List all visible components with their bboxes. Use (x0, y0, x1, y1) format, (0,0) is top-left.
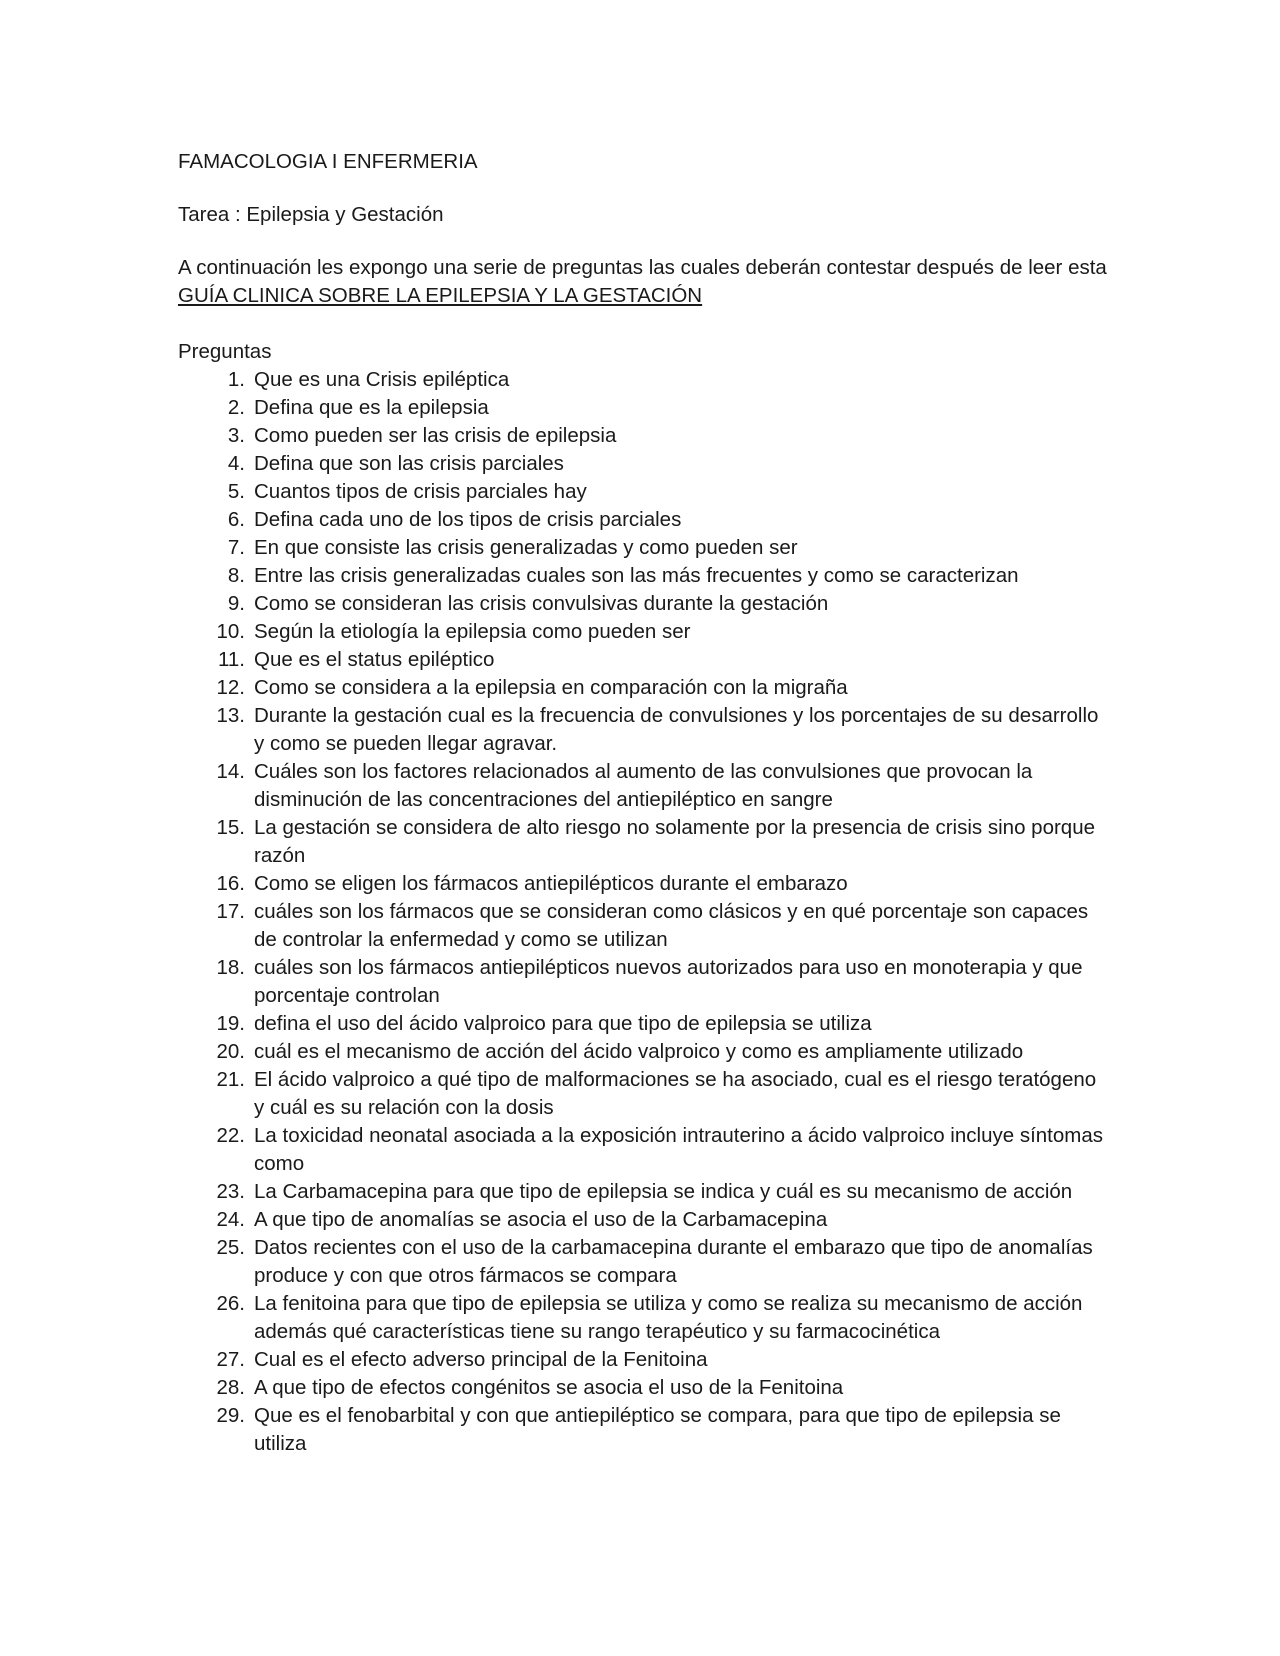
question-text: Durante la gestación cual es la frecuencia de convulsiones y los porcentajes de su desarrollo y como se pueden llegar agravar. (254, 704, 1099, 755)
question-text: Que es el fenobarbital y con que antiepiléptico se compara, para que tipo de epilepsia se utiliza (254, 1404, 1061, 1455)
question-item (178, 674, 1108, 702)
course-title: FAMACOLOGIA I ENFERMERIA (178, 150, 478, 173)
question-item (178, 562, 1108, 590)
question-number: 27. (216, 1348, 245, 1371)
question-text: A que tipo de efectos congénitos se asocia el uso de la Fenitoina (254, 1376, 844, 1399)
question-number: 24. (216, 1208, 245, 1231)
question-text: A que tipo de anomalías se asocia el uso de la Carbamacepina (254, 1208, 828, 1231)
intro-text: A continuación les expongo una serie de preguntas las cuales deberán contestar después de leer esta (178, 256, 1107, 279)
question-number: 7. (227, 536, 245, 559)
question-item (178, 1402, 1108, 1458)
question-text: En que consiste las crisis generalizadas y como pueden ser (254, 536, 798, 559)
task-title: Tarea : Epilepsia y Gestación (178, 203, 444, 226)
question-text: Cuantos tipos de crisis parciales hay (254, 480, 587, 503)
question-number: 3. (227, 424, 245, 447)
question-item (178, 1346, 1108, 1374)
question-item (178, 590, 1108, 618)
question-text: El ácido valproico a qué tipo de malformaciones se ha asociado, cual es el riesgo teratógeno y cuál es su relación con la dosis (254, 1068, 1097, 1119)
question-item (178, 1122, 1108, 1178)
question-text: Como pueden ser las crisis de epilepsia (254, 424, 617, 447)
question-item (178, 506, 1108, 534)
questions-heading: Preguntas (178, 340, 272, 363)
question-number: 20. (216, 1040, 245, 1063)
question-text: Entre las crisis generalizadas cuales son las más frecuentes y como se caracterizan (254, 564, 1019, 587)
document-page (178, 148, 1108, 1458)
question-item (178, 814, 1108, 870)
question-item (178, 1010, 1108, 1038)
question-item (178, 954, 1108, 1010)
intro-paragraph (178, 254, 1108, 310)
question-item (178, 898, 1108, 954)
question-number: 10. (216, 620, 245, 643)
question-item (178, 394, 1108, 422)
question-number: 21. (216, 1068, 245, 1091)
question-number: 1. (227, 368, 245, 391)
question-item (178, 478, 1108, 506)
question-text: Que es una Crisis epiléptica (254, 368, 510, 391)
questions-list (178, 366, 1108, 1458)
question-number: 11. (218, 648, 245, 671)
question-item (178, 1038, 1108, 1066)
question-text: Defina que es la epilepsia (254, 396, 489, 419)
question-text: Defina cada uno de los tipos de crisis parciales (254, 508, 682, 531)
question-number: 14. (216, 760, 245, 783)
question-text: Que es el status epiléptico (254, 648, 495, 671)
question-text: La Carbamacepina para que tipo de epilepsia se indica y cuál es su mecanismo de acción (254, 1180, 1073, 1203)
question-item (178, 646, 1108, 674)
question-text: defina el uso del ácido valproico para que tipo de epilepsia se utiliza (254, 1012, 872, 1035)
question-item (178, 534, 1108, 562)
question-item (178, 1290, 1108, 1346)
question-text: La gestación se considera de alto riesgo no solamente por la presencia de crisis sino porque razón (254, 816, 1096, 867)
question-text: cuáles son los fármacos antiepilépticos nuevos autorizados para uso en monoterapia y que porcentaje controlan (254, 956, 1083, 1007)
question-text: Defina que son las crisis parciales (254, 452, 564, 475)
question-text: Como se consideran las crisis convulsivas durante la gestación (254, 592, 829, 615)
question-item (178, 450, 1108, 478)
question-number: 8. (227, 564, 245, 587)
question-number: 16. (216, 872, 245, 895)
question-number: 18. (216, 956, 245, 979)
question-number: 25. (216, 1236, 245, 1259)
question-number: 2. (227, 396, 245, 419)
question-number: 17. (216, 900, 245, 923)
question-number: 4. (227, 452, 245, 475)
question-text: La toxicidad neonatal asociada a la exposición intrauterino a ácido valproico incluye síntomas como (254, 1124, 1103, 1175)
question-item (178, 870, 1108, 898)
question-number: 19. (216, 1012, 245, 1035)
question-text: Cual es el efecto adverso principal de la Fenitoina (254, 1348, 708, 1371)
question-item (178, 618, 1108, 646)
question-text: Según la etiología la epilepsia como pueden ser (254, 620, 691, 643)
question-number: 23. (216, 1180, 245, 1203)
question-text: Como se eligen los fármacos antiepilépticos durante el embarazo (254, 872, 848, 895)
question-text: Como se considera a la epilepsia en comparación con la migraña (254, 676, 848, 699)
question-number: 6. (227, 508, 245, 531)
question-item (178, 758, 1108, 814)
question-number: 29. (216, 1404, 245, 1427)
question-item (178, 1066, 1108, 1122)
question-item (178, 702, 1108, 758)
question-number: 5. (227, 480, 245, 503)
question-text: cuál es el mecanismo de acción del ácido valproico y como es ampliamente utilizado (254, 1040, 1024, 1063)
question-item (178, 366, 1108, 394)
question-number: 12. (216, 676, 245, 699)
question-item (178, 1234, 1108, 1290)
question-number: 26. (216, 1292, 245, 1315)
question-text: La fenitoina para que tipo de epilepsia se utiliza y como se realiza su mecanismo de acción además qué características tiene su rango terapéutico y su farmacocinética (254, 1292, 1083, 1343)
question-number: 28. (216, 1376, 245, 1399)
question-item (178, 422, 1108, 450)
question-number: 15. (216, 816, 245, 839)
question-text: cuáles son los fármacos que se consideran como clásicos y en qué porcentaje son capaces de controlar la enfermedad y como se utilizan (254, 900, 1089, 951)
question-item (178, 1206, 1108, 1234)
question-number: 22. (216, 1124, 245, 1147)
question-item (178, 1374, 1108, 1402)
guide-link[interactable]: GUÍA CLINICA SOBRE LA EPILEPSIA Y LA GESTACIÓN (178, 284, 703, 307)
question-text: Datos recientes con el uso de la carbamacepina durante el embarazo que tipo de anomalías produce y con que otros fármacos se compara (254, 1236, 1093, 1287)
question-text: Cuáles son los factores relacionados al aumento de las convulsiones que provocan la disminución de las concentraciones del antiepiléptico en sangre (254, 760, 1033, 811)
question-number: 9. (227, 592, 245, 615)
question-number: 13. (216, 704, 245, 727)
question-item (178, 1178, 1108, 1206)
